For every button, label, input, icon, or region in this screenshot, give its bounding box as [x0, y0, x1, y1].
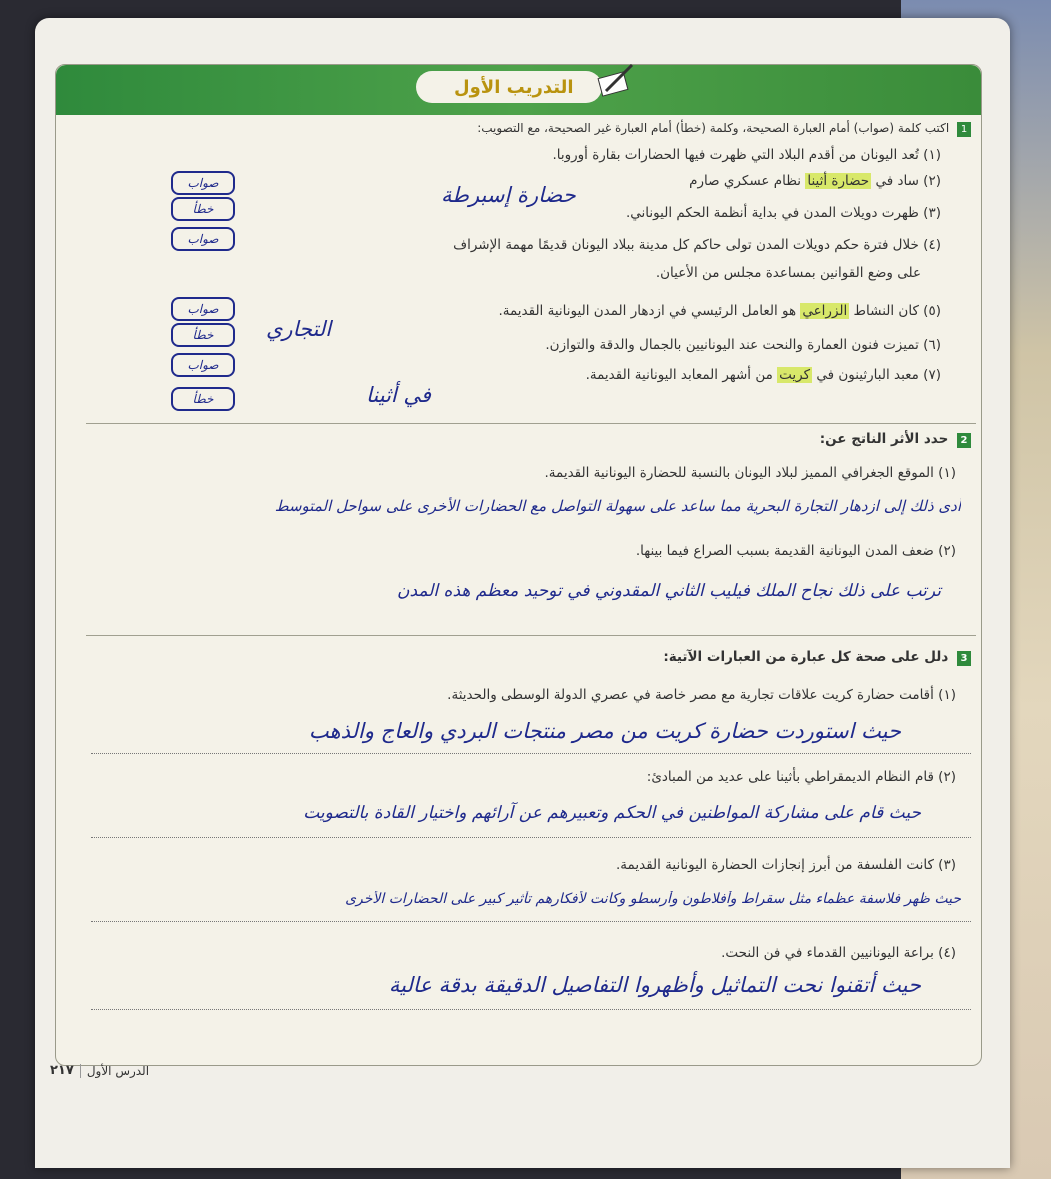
correction-5: التجاري	[266, 317, 332, 341]
statement-text: (٦) تميزت فنون العمارة والنحت عند اليونانيين بالجمال والدقة والتوازن.	[545, 337, 941, 353]
highlighted-word: كريت	[779, 367, 811, 383]
section2-number: 2	[957, 433, 971, 448]
statement-2	[689, 173, 941, 189]
section3-statement-2	[647, 769, 956, 785]
section2-question-1	[544, 465, 956, 481]
statement-1	[552, 147, 941, 163]
answer-box-5[interactable]: خطأ	[171, 323, 235, 347]
statement-text: (٣) ظهرت دويلات المدن في بداية أنظمة الحكم اليوناني.	[625, 205, 941, 221]
section3-statement-3	[616, 857, 956, 873]
statement-text: من أشهر المعابد اليونانية القديمة.	[585, 367, 778, 383]
exercise-title-text: التدريب الأول	[454, 76, 574, 98]
answer-line	[91, 837, 971, 838]
section1-instruction	[477, 121, 971, 137]
statement-text: (٥) كان النشاط	[849, 303, 941, 319]
section2-instruction-text: حدد الأثر الناتج عن:	[819, 431, 949, 447]
exercise-title	[416, 71, 602, 103]
workbook-page	[35, 18, 1010, 1168]
statement-text: (١) أقامت حضارة كريت علاقات تجارية مع مصر خاصة في عصري الدولة الوسطى والحديثة.	[447, 687, 956, 703]
statement-6	[545, 337, 941, 353]
answer-line	[91, 921, 971, 922]
statement-5	[498, 303, 941, 319]
statement-text: (٢) ساد في	[871, 173, 941, 189]
answer-box-4[interactable]: صواب	[171, 297, 235, 321]
section2-instruction	[820, 431, 971, 448]
statement-text: (٤) براعة اليونانيين القدماء في فن النحت.	[721, 945, 956, 961]
section3-instruction-text: دلل على صحة كل عبارة من العبارات الآتية:	[663, 649, 949, 665]
section2-question-2	[636, 543, 956, 559]
section1-number: 1	[957, 122, 971, 137]
statement-4	[453, 237, 941, 253]
footer-separator	[80, 1064, 81, 1078]
header-band	[56, 65, 981, 115]
statement-3	[626, 205, 941, 221]
statement-text: (١) تُعد اليونان من أقدم البلاد التي ظهرت فيها الحضارات بقارة أوروبا.	[552, 147, 941, 163]
lesson-label: الدرس الأول	[86, 1063, 150, 1078]
correction-2: حضارة إسبرطة	[441, 183, 576, 207]
section3-statement-1	[447, 687, 956, 703]
statement-7	[586, 367, 941, 383]
pencil-paper-icon	[596, 61, 636, 101]
answer-box-3[interactable]: صواب	[171, 227, 235, 251]
statement-text: نظام عسكري صارم	[689, 173, 806, 189]
section-divider	[86, 423, 976, 424]
statement-text: على وضع القوانين بمساعدة مجلس من الأعيان.	[655, 265, 921, 281]
statement-text: (٧) معبد البارثينون في	[812, 367, 941, 383]
page-footer	[50, 1063, 149, 1078]
correction-7: في أثينا	[366, 383, 431, 407]
answer-box-2[interactable]: خطأ	[171, 197, 235, 221]
section3-answer-3: حيث ظهر فلاسفة عظماء مثل سقراط وأفلاطون وأرسطو وكانت لأفكارهم تأثير كبير على الحضارات الأخرى	[345, 891, 961, 907]
statement-text: (٢) قام النظام الديمقراطي بأثينا على عديد من المبادئ:	[646, 769, 956, 785]
section-divider	[86, 635, 976, 636]
statement-text: (٣) كانت الفلسفة من أبرز إنجازات الحضارة اليونانية القديمة.	[616, 857, 956, 873]
answer-box-7[interactable]: خطأ	[171, 387, 235, 411]
question-text: (١) الموقع الجغرافي المميز لبلاد اليونان بالنسبة للحضارة اليونانية القديمة.	[544, 465, 956, 481]
exercise-panel	[55, 64, 982, 1066]
section3-instruction	[663, 649, 971, 666]
highlighted-word: حضارة أثينا	[807, 173, 870, 189]
section3-answer-4: حيث أتقنوا نحت التماثيل وأظهروا التفاصيل الدقيقة بدقة عالية	[388, 973, 921, 997]
statement-4-cont	[656, 265, 921, 281]
answer-line	[91, 753, 971, 754]
highlighted-word: الزراعي	[802, 303, 848, 319]
question-text: (٢) ضعف المدن اليونانية القديمة بسبب الصراع فيما بينها.	[635, 543, 956, 559]
section3-statement-4	[721, 945, 956, 961]
section3-answer-1: حيث استوردت حضارة كريت من مصر منتجات البردي والعاج والذهب	[308, 719, 901, 743]
page-number: ٢١٧	[50, 1063, 74, 1078]
answer-line	[91, 1009, 971, 1010]
section3-number: 3	[957, 651, 971, 666]
section3-answer-2: حيث قام على مشاركة المواطنين في الحكم وتعبيرهم عن آرائهم واختيار القادة بالتصويت	[303, 803, 921, 823]
answer-box-6[interactable]: صواب	[171, 353, 235, 377]
section1-instruction-text: اكتب كلمة (صواب) أمام العبارة الصحيحة، وكلمة (خطأ) أمام العبارة غير الصحيحة، مع التصويب:	[477, 121, 950, 135]
answer-box-1[interactable]: صواب	[171, 171, 235, 195]
statement-text: (٤) خلال فترة حكم دويلات المدن تولى حاكم كل مدينة ببلاد اليونان قديمًا مهمة الإشراف	[453, 237, 941, 253]
section2-answer-2: ترتب على ذلك نجاح الملك فيليب الثاني المقدوني في توحيد معظم هذه المدن	[397, 581, 941, 601]
statement-text: هو العامل الرئيسي في ازدهار المدن اليونانية القديمة.	[498, 303, 801, 319]
section2-answer-1: أدى ذلك إلى ازدهار التجارة البحرية مما ساعد على سهولة التواصل مع الحضارات الأخرى على سواحل المتوسط	[274, 497, 961, 515]
